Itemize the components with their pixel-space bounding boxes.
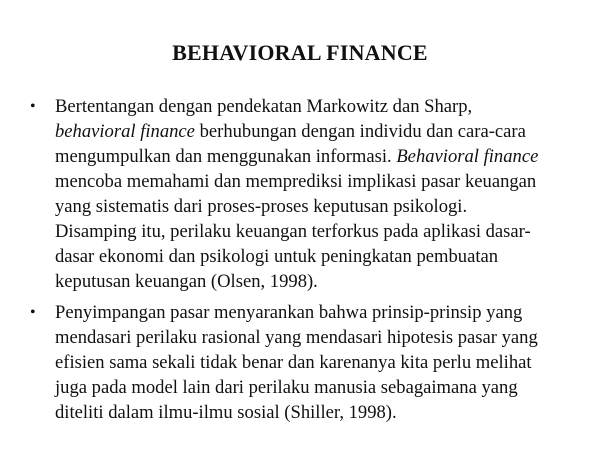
bullet-item [30, 94, 578, 294]
text-line: mendasari perilaku rasional yang mendasari hipotesis pasar yang [55, 327, 538, 348]
text-line: behavioral finance berhubungan dengan individu dan cara-cara [55, 121, 526, 142]
text-line: diteliti dalam ilmu-ilmu sosial (Shiller, 1998). [55, 402, 397, 423]
text-line: efisien sama sekali tidak benar dan karenanya kita perlu melihat [55, 352, 532, 373]
text-line: dasar ekonomi dan psikologi untuk peningkatan pembuatan [55, 246, 499, 267]
bullet-dot-icon: • [30, 98, 36, 115]
bullet-list [30, 94, 578, 425]
slide-title: BEHAVIORAL FINANCE [172, 40, 428, 65]
bullet-item [30, 300, 578, 425]
text-line: keputusan keuangan (Olsen, 1998). [55, 271, 318, 292]
text-line: Disamping itu, perilaku keuangan terforkus pada aplikasi dasar- [55, 221, 531, 242]
text-line: mencoba memahami dan memprediksi implikasi pasar keuangan [55, 171, 537, 192]
bullet-dot-icon: • [30, 304, 36, 321]
text-line: Bertentangan dengan pendekatan Markowitz dan Sharp, [55, 96, 473, 117]
text-line: Penyimpangan pasar menyarankan bahwa prinsip-prinsip yang [55, 302, 523, 323]
text-line: yang sistematis dari proses-proses keputusan psikologi. [55, 196, 468, 217]
text-line: mengumpulkan dan menggunakan informasi. Behavioral finance [55, 146, 539, 167]
text-line: juga pada model lain dari perilaku manusia sebagaimana yang [55, 377, 518, 398]
